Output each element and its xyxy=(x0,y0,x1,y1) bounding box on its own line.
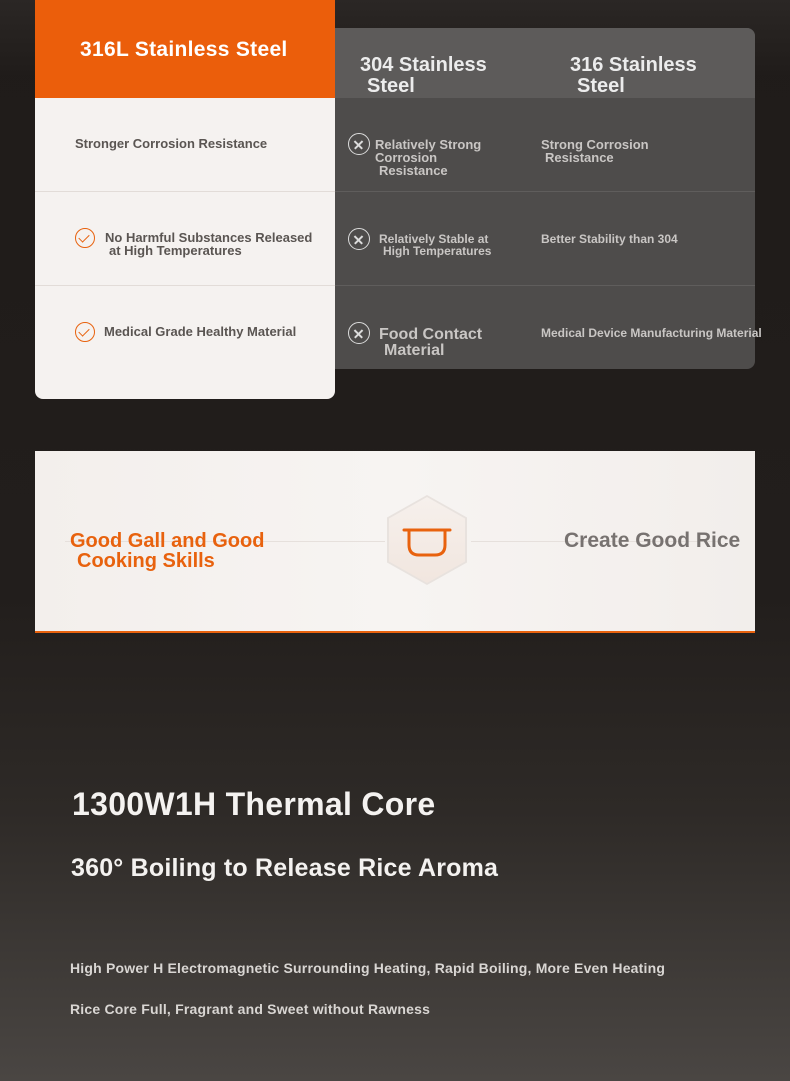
cross-icon xyxy=(348,322,370,344)
feature-description-1: High Power H Electromagnetic Surrounding Heating, Rapid Boiling, More Even Heating xyxy=(70,960,666,976)
banner-left-text xyxy=(70,531,264,571)
feature-description-2: Rice Core Full, Fragrant and Sweet without Rawness xyxy=(70,1001,431,1017)
col-304-row2 xyxy=(379,233,491,257)
col-316-row1 xyxy=(541,138,649,164)
col-316-row3: Medical Device Manufacturing Material xyxy=(541,327,762,340)
col-316l-row1: Stronger Corrosion Resistance xyxy=(75,136,268,151)
row-divider xyxy=(335,285,755,286)
col-316-title-line1: 316 Stainless xyxy=(570,54,697,76)
col-304-row3-line2: Material xyxy=(384,342,445,359)
col-304-title-line1: 304 Stainless xyxy=(360,54,487,76)
cross-icon xyxy=(348,228,370,250)
col-316-row2: Better Stability than 304 xyxy=(541,232,678,246)
col-316l-row2-line1: No Harmful Substances Released xyxy=(105,230,313,245)
col-316l-row2-line2: at High Temperatures xyxy=(109,243,242,258)
col-304-title-line2: Steel xyxy=(367,75,415,97)
banner-left-line2: Cooking Skills xyxy=(77,550,215,572)
cross-icon xyxy=(348,133,370,155)
col-316-title-line2: Steel xyxy=(577,75,625,97)
col-304-row2-line1: Relatively Stable at xyxy=(379,232,489,246)
col-316-row1-line1: Strong Corrosion xyxy=(541,137,649,152)
col-304-title xyxy=(360,55,487,97)
col-316l-row2 xyxy=(105,231,312,257)
col-316l-row3: Medical Grade Healthy Material xyxy=(104,324,297,339)
row-divider xyxy=(35,285,335,286)
banner-left-line1: Good Gall and Good xyxy=(70,530,265,552)
row-divider xyxy=(35,191,335,192)
col-316-row1-line2: Resistance xyxy=(545,150,614,165)
feature-subheading: 360° Boiling to Release Rice Aroma xyxy=(71,854,499,882)
check-icon xyxy=(75,228,95,248)
col-304-row1 xyxy=(375,138,545,177)
col-304-row1-line1: Relatively Strong Corrosion xyxy=(375,137,482,165)
col-304-row2-line2: High Temperatures xyxy=(383,244,492,258)
rice-banner xyxy=(35,451,755,633)
col-316-title xyxy=(570,55,697,97)
col-316l-header xyxy=(35,0,335,98)
col-316l-title: 316L Stainless Steel xyxy=(80,38,288,61)
feature-heading: 1300W1H Thermal Core xyxy=(72,786,436,822)
col-304-row1-line2: Resistance xyxy=(379,163,448,178)
pot-icon xyxy=(401,525,453,559)
col-304-row3 xyxy=(379,327,482,359)
row-divider xyxy=(335,191,755,192)
col-316l-card xyxy=(35,0,335,399)
check-icon xyxy=(75,322,95,342)
col-304-row3-line1: Food Contact xyxy=(379,326,483,343)
banner-right-text: Create Good Rice xyxy=(564,529,741,552)
